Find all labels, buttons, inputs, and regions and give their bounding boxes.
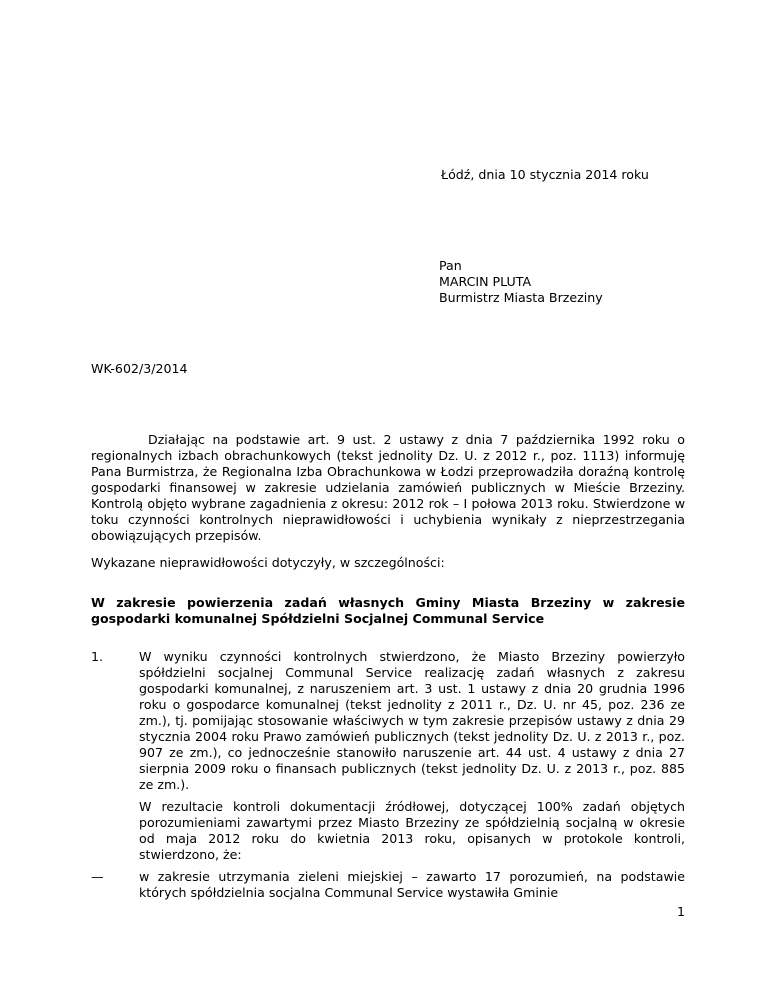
page-number: 1 xyxy=(676,904,685,919)
date-line: Łódź, dnia 10 stycznia 2014 roku xyxy=(441,167,649,182)
reference-number: WK-602/3/2014 xyxy=(91,361,188,376)
item-text: W wyniku czynności kontrolnych stwierdzono, że Miasto Brzeziny powierzyło spółdzielni socjalnej Communal Service realizację zadań własnych z zakresu gospodarki komunalnej, z naruszeniem art. 3 ust. 1 ustawy z dnia 20 grudnia 1996 roku o gospodarce komunalnej (tekst jednolity z 2011 r., Dz. U. nr 45, poz. 236 ze zm.), tj. pomijając stosowanie właściwych w tym zakresie przepisów ustawy z dnia 29 stycznia 2004 roku Prawo zamówień publicznych (tekst jednolity Dz. U. z 2013 r., poz. 907 ze zm.), co jednocześnie stanowiło naruszenie art. 44 ust. 4 ustawy z dnia 27 sierpnia 2009 roku o finansach publicznych (tekst jednolity Dz. U. z 2013 r., poz. 885 ze zm.). xyxy=(139,649,685,792)
recipient-block xyxy=(439,258,603,306)
recipient-name: MARCIN PLUTA xyxy=(439,274,532,289)
recipient-title: Burmistrz Miasta Brzeziny xyxy=(439,290,603,305)
findings-intro: Wykazane nieprawidłowości dotyczyły, w szczególności: xyxy=(91,555,445,570)
item-number: 1. xyxy=(91,649,104,664)
section-heading: W zakresie powierzenia zadań własnych Gminy Miasta Brzeziny w zakresie gospodarki komunalnej Spółdzielni Socjalnej Communal Service xyxy=(91,595,685,626)
bullet-marker: — xyxy=(91,869,104,884)
recipient-salutation: Pan xyxy=(439,258,462,273)
intro-paragraph: Działając na podstawie art. 9 ust. 2 ustawy z dnia 7 października 1992 roku o regionalnych izbach obrachunkowych (tekst jednolity Dz. U. z 2012 r., poz. 1113) informuję Pana Burmistrza, że Regionalna Izba Obrachunkowa w Łodzi przeprowadziła doraźną kontrolę gospodarki finansowej w zakresie udzielania zamówień publicznych w Mieście Brzeziny. Kontrolą objęto wybrane zagadnienia z okresu: 2012 rok – I połowa 2013 roku. Stwierdzone w toku czynności kontrolnych nieprawidłowości i uchybienia wynikały z nieprzestrzegania obowiązujących przepisów. xyxy=(91,432,685,543)
item-continuation: W rezultacie kontroli dokumentacji źródłowej, dotyczącej 100% zadań objętych porozumieniami zawartymi przez Miasto Brzeziny ze spółdzielnią socjalną w okresie od maja 2012 roku do kwietnia 2013 roku, opisanych w protokole kontroli, stwierdzono, że: xyxy=(139,799,685,862)
bullet-text: w zakresie utrzymania zieleni miejskiej – zawarto 17 porozumień, na podstawie których spółdzielnia socjalna Communal Service wystawiła Gminie xyxy=(139,869,685,900)
